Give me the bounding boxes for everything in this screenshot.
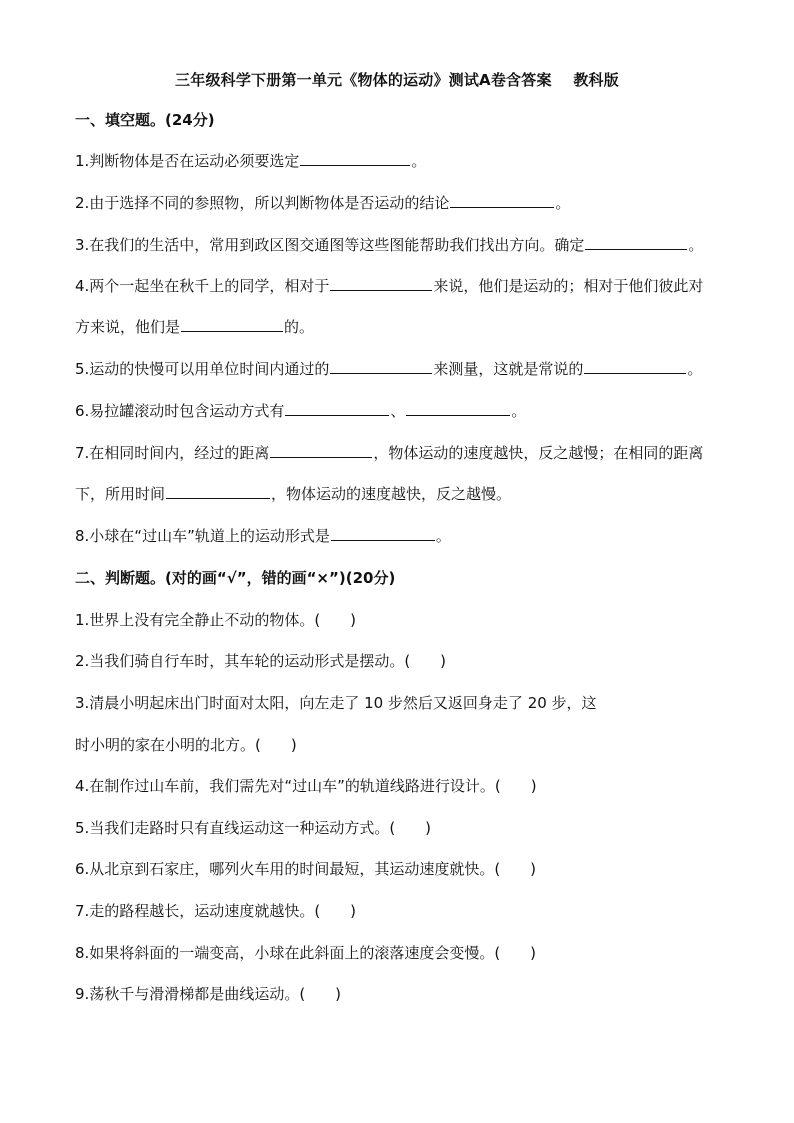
question-text: 的。 (284, 318, 315, 336)
answer-blank[interactable] (181, 317, 283, 332)
answer-blank[interactable] (406, 401, 510, 416)
question-text: 1.判断物体是否在运动必须要选定 (75, 152, 300, 170)
question-text: 来说，他们是运动的；相对于他们彼此对 (433, 277, 704, 295)
question-text: 7.在相同时间内，经过的距离 (75, 444, 270, 462)
question-text: 8.小球在“过山车”轨道上的运动形式是 (75, 527, 330, 545)
answer-blank[interactable] (330, 359, 432, 374)
question-text: 、 (390, 402, 406, 420)
judge-question-3-line2: 时小明的家在小明的北方。( ) (75, 736, 297, 754)
fill-question-4-line2 (75, 317, 755, 337)
fill-question-6 (75, 401, 755, 421)
answer-blank[interactable] (450, 193, 554, 208)
question-text: 5.运动的快慢可以用单位时间内通过的 (75, 360, 330, 378)
judge-question-7: 7.走的路程越长，运动速度就越快。( ) (75, 902, 357, 920)
question-text: 来测量，这就是常说的 (433, 360, 584, 378)
answer-blank[interactable] (585, 235, 687, 250)
fill-question-7-line2 (75, 484, 755, 504)
judge-question-2: 2.当我们骑自行车时，其车轮的运动形式是摆动。( ) (75, 652, 447, 670)
answer-blank[interactable] (584, 359, 686, 374)
fill-question-3 (75, 235, 755, 255)
answer-blank[interactable] (270, 443, 372, 458)
judge-question-9: 9.荡秋千与滑滑梯都是曲线运动。( ) (75, 985, 342, 1003)
judge-question-1: 1.世界上没有完全静止不动的物体。( ) (75, 611, 357, 629)
section1-heading: 一、填空题。(24分) (75, 111, 215, 129)
question-text: 6.易拉罐滚动时包含运动方式有 (75, 402, 285, 420)
question-text: 。 (687, 360, 703, 378)
answer-blank[interactable] (300, 151, 410, 166)
fill-question-1 (75, 151, 755, 171)
question-text: ，物体运动的速度越快，反之越慢；在相同的距离 (373, 444, 704, 462)
judge-question-5: 5.当我们走路时只有直线运动这一种运动方式。( ) (75, 819, 432, 837)
judge-question-4: 4.在制作过山车前，我们需先对“过山车”的轨道线路进行设计。( ) (75, 777, 537, 795)
fill-question-7-line1 (75, 443, 755, 463)
question-text: 。 (511, 402, 527, 420)
question-text: 。 (688, 236, 704, 254)
answer-blank[interactable] (330, 276, 432, 291)
answer-blank[interactable] (285, 401, 389, 416)
question-text: 4.两个一起坐在秋千上的同学，相对于 (75, 277, 330, 295)
answer-blank[interactable] (166, 484, 270, 499)
question-text: ，物体运动的速度越快，反之越慢。 (271, 485, 512, 503)
question-text: 方来说，他们是 (75, 318, 181, 336)
judge-question-6: 6.从北京到石家庄，哪列火车用的时间最短，其运动速度就快。( ) (75, 860, 537, 878)
fill-question-8 (75, 526, 755, 546)
question-text: 。 (435, 527, 451, 545)
fill-question-4-line1 (75, 276, 755, 296)
question-text: 下，所用时间 (75, 485, 166, 503)
section2-heading: 二、判断题。(对的画“√”，错的画“×”)(20分) (75, 569, 396, 587)
fill-question-5 (75, 359, 755, 379)
question-text: 。 (555, 194, 571, 212)
judge-question-3-line1: 3.清晨小明起床出门时面对太阳，向左走了 10 步然后又返回身走了 20 步，这 (75, 694, 597, 712)
question-text: 3.在我们的生活中，常用到政区图交通图等这些图能帮助我们找出方向。确定 (75, 236, 585, 254)
judge-question-8: 8.如果将斜面的一端变高，小球在此斜面上的滚落速度会变慢。( ) (75, 944, 537, 962)
answer-blank[interactable] (331, 526, 435, 541)
question-text: 2.由于选择不同的参照物，所以判断物体是否运动的结论 (75, 194, 450, 212)
fill-question-2 (75, 193, 755, 213)
worksheet-title: 三年级科学下册第一单元《物体的运动》测试A卷含答案 教科版 (175, 71, 619, 89)
question-text: 。 (411, 152, 427, 170)
